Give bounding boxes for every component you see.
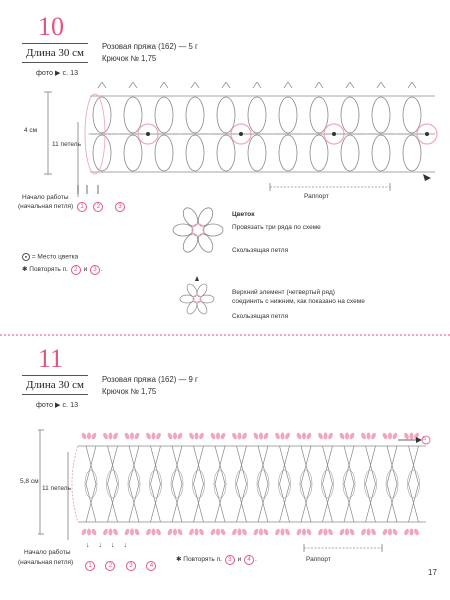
stitch-top [315,82,323,88]
legend-flower-place: ● = Место цветка [22,253,78,261]
picot-top [220,432,227,440]
pattern-number: 11 [38,344,64,373]
top-element-line1: Верхний элемент (четвертый ряд) [232,289,335,296]
picot-top [392,432,399,440]
stitch-top [253,82,261,88]
stitch-column [366,446,376,522]
petal [195,300,209,316]
stitch-column [215,446,225,522]
stitch-loop [310,97,328,133]
picot-top [216,433,220,440]
stitch-loop [403,97,421,133]
picot-bottom [241,528,248,536]
stitch-loop [310,135,328,171]
petal [180,205,200,228]
stitch-top [377,82,385,88]
stitch-loop [124,135,142,171]
legend-repeat: ✱ Повторять п. 2 и 3 . [22,266,103,273]
picot-top [134,432,141,440]
picot-top [349,432,356,440]
picot-top [173,433,177,440]
picot-bottom [392,528,399,536]
picot-top [91,432,98,440]
stitch-loop [217,97,235,133]
stitch-loop [279,97,297,133]
stitch-column [280,446,290,522]
picot-bottom [259,529,263,536]
picot-top [81,432,88,440]
picot-bottom [112,528,119,536]
picot-top [324,433,328,440]
pattern-number: 10 [38,12,64,41]
picot-bottom [238,529,242,536]
stitch-column [344,446,354,522]
stitch-column [323,446,333,522]
row-markers [76,195,126,213]
stitch-column [280,446,290,522]
flower-center [192,224,204,236]
start-label: Начало работы [24,549,71,556]
flower-center-marker [239,132,243,136]
picot-top [360,432,367,440]
picot-bottom [367,529,371,536]
stitch-loop [341,97,359,133]
picot-bottom [231,528,238,536]
stitch-loop [186,97,204,133]
divider [22,43,88,44]
loops-label: 11 петель [52,141,81,148]
stitch-loop [93,97,111,133]
picot-top [177,432,184,440]
picot-bottom [324,529,328,536]
picot-top [274,432,281,440]
row-markers [84,554,157,572]
section-separator [0,334,450,336]
picot-top [317,432,324,440]
row-marker: 3 [126,561,136,571]
picot-bottom [109,529,113,536]
stitch-column [409,446,419,522]
picot-top [327,432,334,440]
picot-top [152,433,156,440]
row-marker: 3 [115,202,125,212]
picot-top [339,432,346,440]
stitch-column [194,446,204,522]
row-marker: 4 [146,561,156,571]
picot-bottom [188,528,195,536]
picot-bottom [173,529,177,536]
picot-top [403,432,410,440]
stitch-loop [155,97,173,133]
picot-top [155,432,162,440]
stitch-top [98,82,106,88]
center-loop [322,470,334,498]
picot-top [109,433,113,440]
yarn-info: Розовая пряжа (162) — 5 г [102,42,198,51]
flower-center-marker [425,132,429,136]
center-loop [214,470,226,498]
stitch-column [387,446,397,522]
center-loop [279,470,291,498]
stitch-column [237,446,247,522]
picot-top [259,433,263,440]
divider [22,394,88,395]
pattern-length: Длина 30 см [26,379,84,391]
picot-bottom [167,528,174,536]
picot-bottom [263,528,270,536]
picot-top [367,433,371,440]
stitch-top [191,82,199,88]
petal [195,282,209,298]
stitch-column [366,446,376,522]
picot-bottom [284,528,291,536]
picot-top [124,432,131,440]
picot-bottom [210,528,217,536]
stitch-top [160,82,168,88]
stitch-top [222,82,230,88]
stitch-column [323,446,333,522]
stitch-column [409,446,419,522]
center-loop [343,470,355,498]
start-arrows: ↓↓↓↓ [86,542,136,549]
center-loop [85,470,97,498]
picot-bottom [102,528,109,536]
picot-top [210,432,217,440]
picot-top [382,432,389,440]
stitch-column [108,446,118,522]
picot-bottom [388,529,392,536]
flower-marker-icon: ● [22,253,30,261]
picot-bottom [370,528,377,536]
legend-repeat: ✱ Повторять п. 3 и 4 . [176,556,257,563]
center-loop [128,470,140,498]
picot-top [195,433,199,440]
picot-bottom [220,528,227,536]
picot-top [388,433,392,440]
stitch-loop [217,135,235,171]
stitch-loop [186,135,204,171]
picot-top [284,432,291,440]
star-marker [195,276,199,281]
repeat-icon: ✱ [176,556,182,563]
picot-bottom [296,528,303,536]
rapport-label: Раппорт [306,556,331,563]
stitch-top [129,82,137,88]
photo-ref: фото ▶ с. 13 [36,68,79,77]
picot-top [241,432,248,440]
height-label: 4 см [24,127,38,134]
center-loop [193,470,205,498]
stitch-column [344,446,354,522]
repeat-icon: ✱ [22,266,28,273]
hook-info: Крючок № 1,75 [102,387,157,396]
row-marker: 2 [93,202,103,212]
picot-bottom [349,528,356,536]
photo-ref: фото ▶ с. 13 [36,400,79,409]
pattern11-chart [38,422,440,554]
picot-bottom [134,528,141,536]
center-loop [236,470,248,498]
picot-bottom [281,529,285,536]
picot-top [145,432,152,440]
picot-top [188,432,195,440]
picot-bottom [124,528,131,536]
picot-bottom [145,528,152,536]
picot-top [302,433,306,440]
picot-bottom [87,529,91,536]
start-sublabel: (начальная петля) [18,559,74,566]
petal [203,224,223,236]
stitch-loop [93,135,111,171]
picot-top [263,432,270,440]
picot-top [238,433,242,440]
flower-desc: Провязать три ряда по схеме [232,224,321,231]
center-loop [365,470,377,498]
picot-bottom [317,528,324,536]
page-number: 17 [428,568,437,577]
picot-top [345,433,349,440]
center-loop [171,470,183,498]
stitch-loop [124,97,142,133]
picot-bottom [81,528,88,536]
picot-top [306,432,313,440]
row-marker: 1 [85,561,95,571]
flower-title: Цветок [232,211,255,218]
rapport-label: Раппорт [304,193,329,200]
petal [195,205,215,228]
petal [185,282,199,298]
picot-bottom [403,528,410,536]
side-row-marker: 5 [423,436,427,442]
flower-center-marker [332,132,336,136]
picot-bottom [130,529,134,536]
stitch-column [387,446,397,522]
picot-bottom [198,528,205,536]
picot-top [410,433,414,440]
yarn-info: Розовая пряжа (162) — 9 г [102,375,198,384]
loops-label: 11 петель [42,485,71,492]
picot-bottom [195,529,199,536]
stitch-column [301,446,311,522]
picot-top [167,432,174,440]
petal [173,224,193,236]
stitch-column [172,446,182,522]
stitch-column [108,446,118,522]
picot-bottom [274,528,281,536]
petal [180,231,200,254]
stitch-top [284,82,292,88]
picot-top [370,432,377,440]
height-label: 5,8 см [20,478,39,485]
picot-bottom [360,528,367,536]
divider [22,375,88,376]
picot-top [296,432,303,440]
stitch-column [86,446,96,522]
picot-bottom [327,528,334,536]
stitch-column [194,446,204,522]
picot-bottom [345,529,349,536]
petal [195,231,215,254]
stitch-column [215,446,225,522]
stitch-column [258,446,268,522]
picot-top [112,432,119,440]
stitch-column [258,446,268,522]
slip-stitch-label-2: Скользящая петля [232,313,289,320]
picot-bottom [253,528,260,536]
picot-top [231,432,238,440]
start-label: Начало работы [22,194,69,201]
picot-bottom [339,528,346,536]
stitch-column [151,446,161,522]
stitch-loop [248,135,266,171]
picot-top [198,432,205,440]
picot-top [87,433,91,440]
divider [22,62,88,63]
flower-top-diagram [172,274,222,324]
stitch-loop [279,135,297,171]
picot-bottom [410,529,414,536]
flower-center-marker [146,132,150,136]
slip-stitch-label: Скользящая петля [232,247,289,254]
row-marker: 2 [105,561,115,571]
stitch-top [346,82,354,88]
flower-diagram [168,200,228,260]
stitch-loop [372,135,390,171]
center-loop [408,470,420,498]
top-element-line2: соединить с нижним, как показано на схеме [232,298,365,305]
stitch-loop [372,97,390,133]
picot-bottom [177,528,184,536]
picot-top [253,432,260,440]
stitch-loop [248,97,266,133]
picot-top [130,433,134,440]
center-loop [257,470,269,498]
picot-bottom [91,528,98,536]
start-sublabel: (начальная петля) [18,203,74,210]
stitch-column [86,446,96,522]
stitch-top [408,82,416,88]
picot-top [102,432,109,440]
picot-bottom [155,528,162,536]
pattern-length: Длина 30 см [26,47,84,59]
picot-bottom [152,529,156,536]
stitch-loop [341,135,359,171]
picot-top [281,433,285,440]
start-edge [72,446,78,522]
stitch-column [129,446,139,522]
hook-info: Крючок № 1,75 [102,54,157,63]
stitch-column [129,446,139,522]
pattern10-chart [40,82,440,202]
stitch-loop [403,135,421,171]
stitch-column [237,446,247,522]
center-loop [300,470,312,498]
picot-bottom [306,528,313,536]
picot-bottom [302,529,306,536]
picot-bottom [413,528,420,536]
center-loop [386,470,398,498]
stitch-column [151,446,161,522]
center-loop [107,470,119,498]
stitch-column [172,446,182,522]
stitch-column [301,446,311,522]
picot-bottom [382,528,389,536]
stitch-loop [155,135,173,171]
center-loop [150,470,162,498]
picot-bottom [216,529,220,536]
row-marker: 1 [77,202,87,212]
